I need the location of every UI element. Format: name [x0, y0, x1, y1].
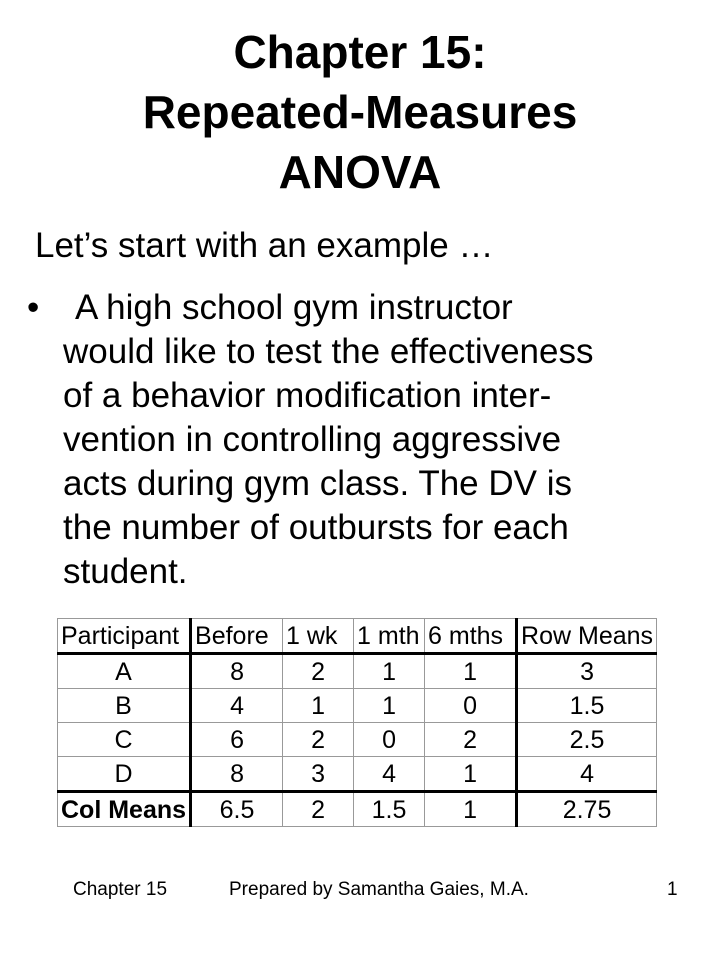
table-cell: 1 — [354, 689, 425, 723]
table-cell: 1 — [354, 654, 425, 689]
table-cell: 1 — [425, 757, 517, 792]
header-participant: Participant — [58, 619, 191, 654]
table-cell: 0 — [354, 723, 425, 757]
header-1wk: 1 wk — [283, 619, 354, 654]
bullet-line: the number of outbursts for each — [63, 508, 569, 547]
table-cell: 1 — [425, 654, 517, 689]
table-cell: 0 — [425, 689, 517, 723]
table-cell: 4 — [354, 757, 425, 792]
table-cell: 2 — [283, 654, 354, 689]
table-cell: D — [58, 757, 191, 792]
bullet-line: vention in controlling aggressive — [63, 420, 562, 459]
table-cell: 4 — [517, 757, 657, 792]
table-cell: 1.5 — [354, 792, 425, 827]
table-header-row — [58, 619, 657, 654]
footer-chapter: Chapter 15 — [73, 879, 168, 900]
table-cell: 6 — [191, 723, 283, 757]
header-6mths: 6 mths — [425, 619, 517, 654]
bullet-icon: • — [27, 288, 40, 327]
title-line-1: Chapter 15: — [233, 26, 487, 78]
table-cell: 8 — [191, 757, 283, 792]
table-cell: 3 — [283, 757, 354, 792]
table-cell: 6.5 — [191, 792, 283, 827]
header-before: Before — [191, 619, 283, 654]
bullet-line: of a behavior modification inter- — [63, 376, 552, 415]
footer-author: Prepared by Samantha Gaies, M.A. — [229, 879, 529, 900]
table-cell: 2 — [425, 723, 517, 757]
table-cell: 2 — [283, 723, 354, 757]
table-row — [58, 689, 657, 723]
table-cell: 2.5 — [517, 723, 657, 757]
header-1mth: 1 mth — [354, 619, 425, 654]
table-cell: C — [58, 723, 191, 757]
title-line-2: Repeated-Measures — [142, 86, 578, 138]
table-cell: 4 — [191, 689, 283, 723]
header-row-means: Row Means — [517, 619, 657, 654]
bullet-line: would like to test the effectiveness — [63, 332, 594, 371]
grand-mean-cell: 2.75 — [517, 792, 657, 827]
bullet-line: A high school gym instructor — [75, 288, 513, 327]
table-cell: 3 — [517, 654, 657, 689]
bullet-text — [63, 286, 594, 594]
col-means-row — [58, 792, 657, 827]
table-cell: B — [58, 689, 191, 723]
table-row — [58, 654, 657, 689]
intro-text: Let’s start with an example … — [35, 226, 494, 265]
table-cell: 1 — [283, 689, 354, 723]
table-cell: A — [58, 654, 191, 689]
slide-title — [0, 22, 720, 202]
data-table — [57, 618, 657, 827]
bullet-line: acts during gym class. The DV is — [63, 464, 572, 503]
table-cell: 1 — [425, 792, 517, 827]
table-row — [58, 723, 657, 757]
table-cell: 8 — [191, 654, 283, 689]
page-number: 1 — [667, 879, 678, 900]
col-means-label: Col Means — [58, 792, 191, 827]
title-line-3: ANOVA — [278, 146, 442, 198]
bullet-line: student. — [63, 552, 188, 591]
table-cell: 2 — [283, 792, 354, 827]
table-cell: 1.5 — [517, 689, 657, 723]
table-row — [58, 757, 657, 792]
